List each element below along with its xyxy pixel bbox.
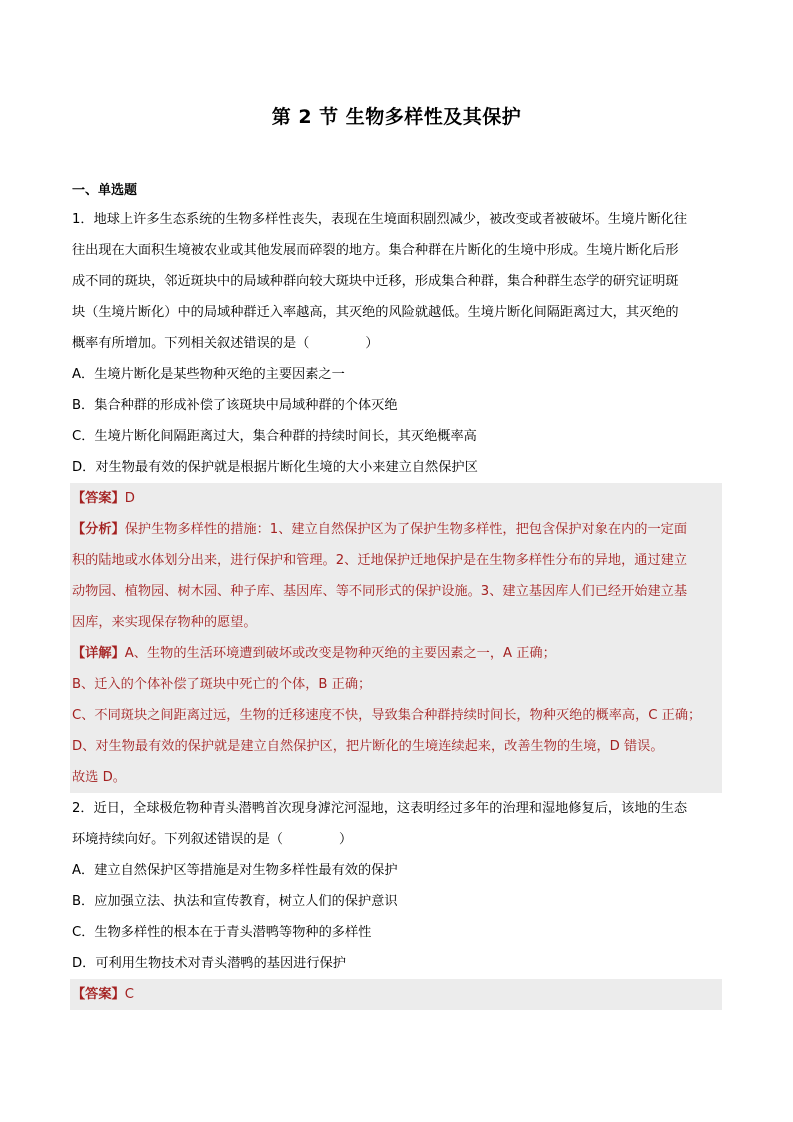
detail-tag: 【详解】 bbox=[72, 646, 125, 661]
q1-stem-line: 块（生境片断化）中的局域种群迁入率越高，其灭绝的风险就越低。生境片断化间隔距离过大，其灭绝的 bbox=[72, 305, 679, 320]
q2-option-a: A．建立自然保护区等措施是对生物多样性最有效的保护 bbox=[72, 863, 398, 878]
q1-analysis-line bbox=[72, 514, 722, 545]
q1-option-b: B．集合种群的形成补偿了该斑块中局域种群的个体灭绝 bbox=[72, 398, 398, 413]
q1-analysis-line: 积的陆地或水体划分出来，进行保护和管理。2、迁地保护迁地保护是在生物多样性分布的异地，通过建立 bbox=[72, 553, 688, 568]
question-1 bbox=[72, 204, 722, 793]
q1-stem-line: 往出现在大面积生境被农业或其他发展而碎裂的地方。集合种群在片断化的生境中形成。生境片断化后形 bbox=[72, 243, 679, 258]
page-title: 第 2 节 生物多样性及其保护 bbox=[271, 106, 522, 128]
q1-option-a: A．生境片断化是某些物种灭绝的主要因素之一 bbox=[72, 367, 345, 382]
q2-option-c: C．生物多样性的根本在于青头潜鸭等物种的多样性 bbox=[72, 925, 372, 940]
q1-answer-block bbox=[70, 483, 722, 793]
section-heading: 一、单选题 bbox=[72, 183, 138, 198]
q1-option-c: C．生境片断化间隔距离过大，集合种群的持续时间长，其灭绝概率高 bbox=[72, 429, 477, 444]
q2-stem-close: ） bbox=[339, 832, 353, 847]
q1-stem-close: ） bbox=[365, 336, 379, 351]
question-2 bbox=[72, 793, 722, 1010]
q2-option-b: B．应加强立法、执法和宣传教育，树立人们的保护意识 bbox=[72, 894, 398, 909]
analysis-tag: 【分析】 bbox=[72, 522, 125, 537]
answer-tag: 【答案】 bbox=[72, 491, 125, 506]
document-body bbox=[72, 178, 722, 1010]
q1-stem-line: 1．地球上许多生态系统的生物多样性丧失，表现在生境面积剧烈减少，被改变或者被破坏。生境片断化往 bbox=[72, 212, 688, 227]
q2-stem-line: 2．近日，全球极危物种青头潜鸭首次现身滹沱河湿地，这表明经过多年的治理和湿地修复后，该地的生态 bbox=[72, 801, 688, 816]
q1-analysis-line: 动物园、植物园、树木园、种子库、基因库、等不同形式的保护设施。3、建立基因库人们已经开始建立基 bbox=[72, 584, 688, 599]
q1-detail-line: D、对生物最有效的保护就是建立自然保护区，把片断化的生境连续起来，改善生物的生境，D 错误。 bbox=[72, 739, 664, 754]
q1-detail-line bbox=[72, 638, 722, 669]
q2-answer-line bbox=[72, 979, 722, 1010]
analysis-text: 保护生物多样性的措施：1、建立自然保护区为了保护生物多样性，把包含保护对象在内的一定面 bbox=[124, 522, 688, 537]
answer-value: D bbox=[124, 491, 135, 506]
q1-option-d: D．对生物最有效的保护就是根据片断化生境的大小来建立自然保护区 bbox=[72, 460, 478, 475]
answer-tag: 【答案】 bbox=[72, 987, 125, 1002]
q1-detail-line: 故选 D。 bbox=[72, 770, 126, 785]
q2-stem-last-line bbox=[72, 824, 722, 855]
answer-value: C bbox=[124, 987, 134, 1002]
q1-stem-text: 概率有所增加。下列相关叙述错误的是（ bbox=[72, 336, 310, 351]
q2-option-d: D．可利用生物技术对青头潜鸭的基因进行保护 bbox=[72, 956, 346, 971]
q1-detail-line: B、迁入的个体补偿了斑块中死亡的个体，B 正确； bbox=[72, 677, 372, 692]
q1-stem-line: 成不同的斑块，邻近斑块中的局域种群向较大斑块中迁移，形成集合种群，集合种群生态学的研究证明斑 bbox=[72, 274, 679, 289]
q2-answer-block bbox=[70, 979, 722, 1010]
q1-stem-last-line bbox=[72, 328, 722, 359]
detail-text: A、生物的生活环境遭到破坏或改变是物种灭绝的主要因素之一，A 正确； bbox=[124, 646, 556, 661]
q1-answer-line bbox=[72, 483, 722, 514]
q2-stem-text: 环境持续向好。下列叙述错误的是（ bbox=[72, 832, 283, 847]
q1-analysis-line: 因库，来实现保存物种的愿望。 bbox=[72, 615, 257, 630]
q1-detail-line: C、不同斑块之间距离过远，生物的迁移速度不快，导致集合种群持续时间长，物种灭绝的概率高，C 正确； bbox=[72, 708, 702, 723]
